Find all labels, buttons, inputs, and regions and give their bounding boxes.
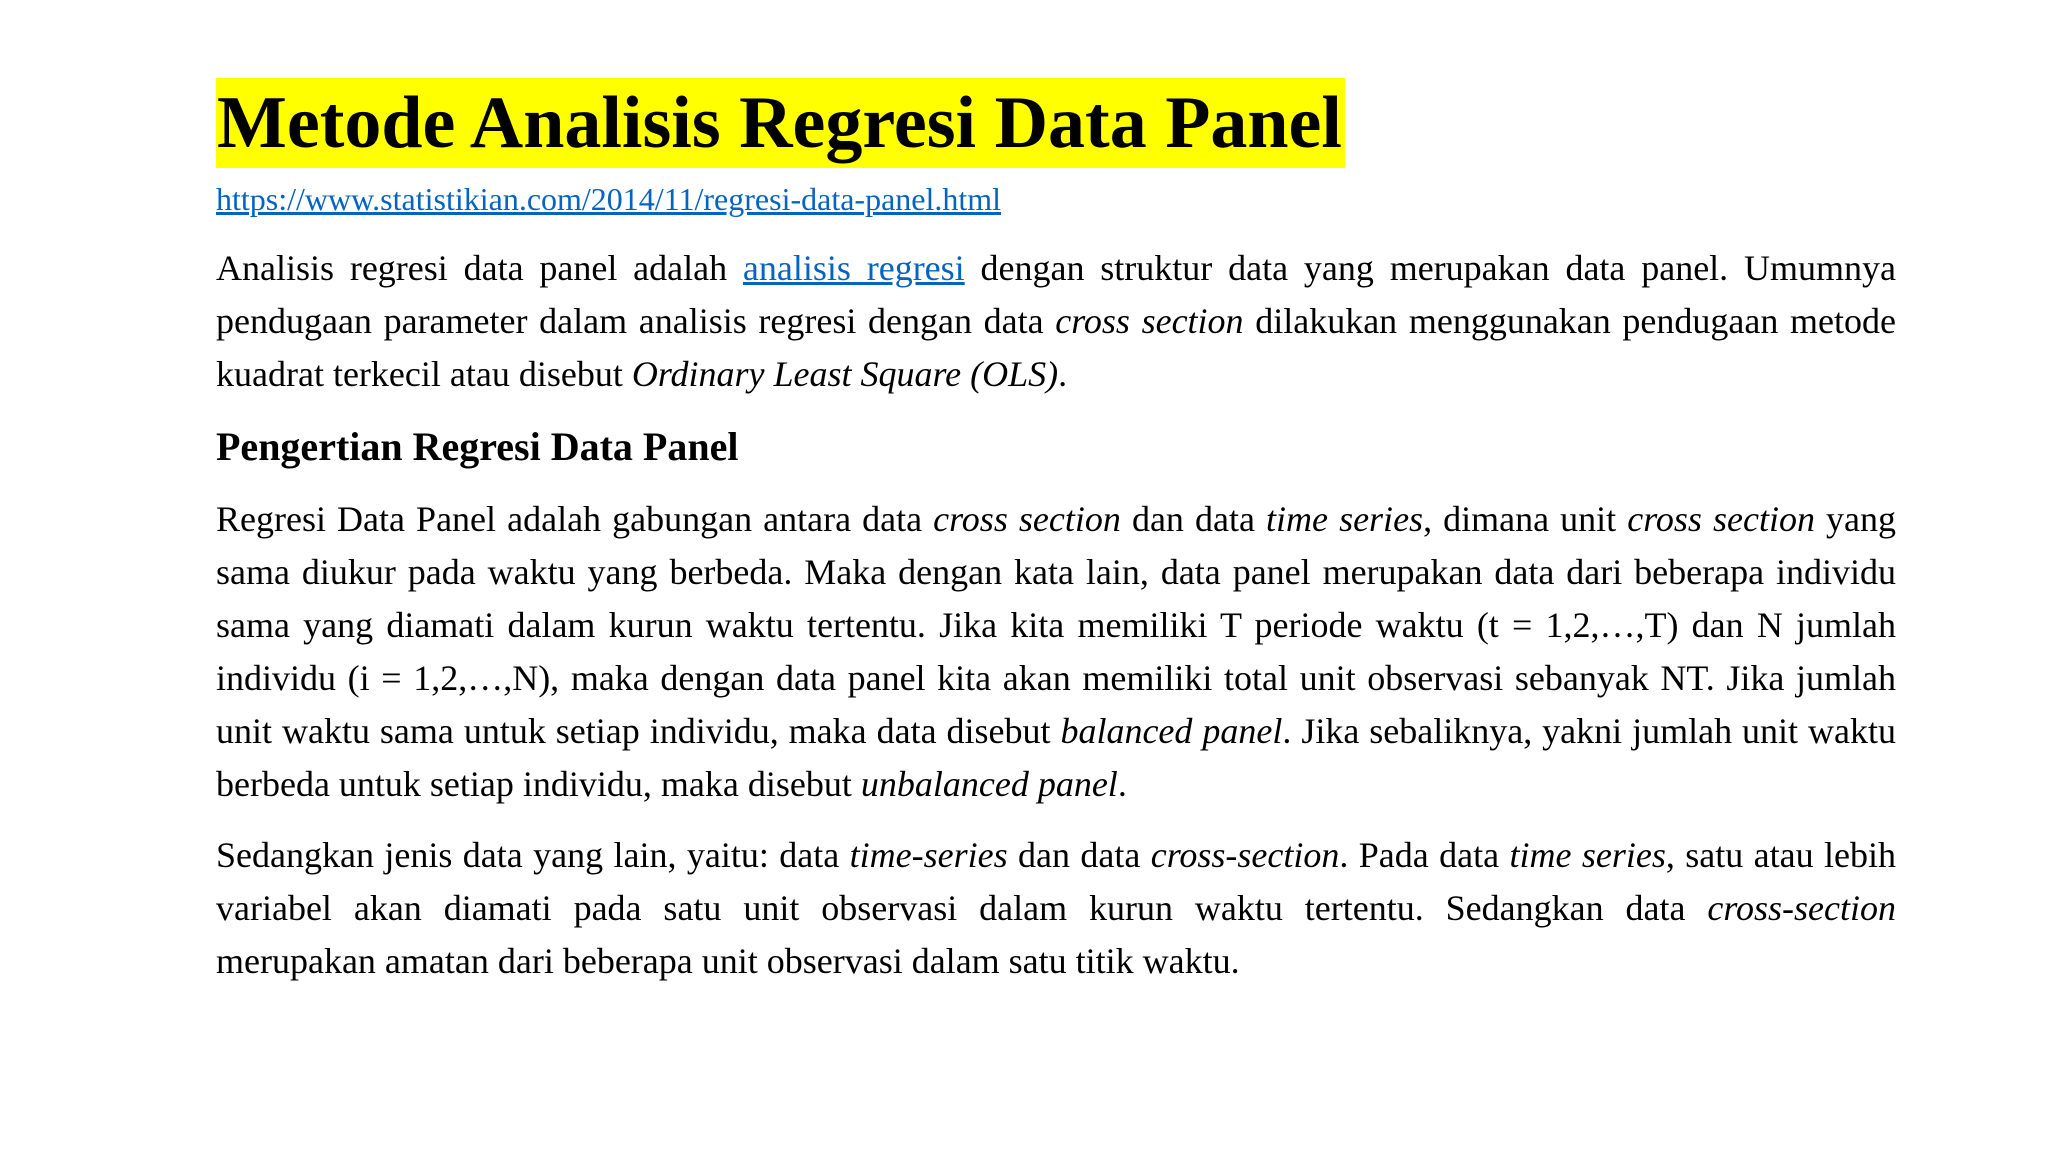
definition-italic-1: cross section <box>933 499 1121 539</box>
definition-italic-3: cross section <box>1627 499 1815 539</box>
title-block <box>216 78 1896 168</box>
section-heading: Pengertian Regresi Data Panel <box>216 424 739 469</box>
definition-italic-4: balanced panel <box>1060 711 1283 751</box>
definition-paragraph <box>216 493 1896 811</box>
definition-text-5: . Jika sebaliknya, yakni jumlah unit waktu berbeda untuk setiap individu, maka disebut <box>216 711 1896 804</box>
other-italic-2: cross-section <box>1150 835 1340 875</box>
other-text-3: . Pada data <box>1339 835 1510 875</box>
page-title: Metode Analisis Regresi Data Panel <box>216 78 1345 168</box>
definition-text-2: dan data <box>1120 499 1267 539</box>
definition-italic-2: time series <box>1266 499 1424 539</box>
intro-italic-2: Ordinary Least Square (OLS) <box>631 354 1059 394</box>
definition-text-6: . <box>1117 764 1127 804</box>
intro-paragraph <box>216 242 1896 401</box>
other-text-5: merupakan amatan dari beberapa unit observasi dalam satu titik waktu. <box>216 941 1240 981</box>
analisis-regresi-link[interactable]: analisis regresi <box>742 248 965 288</box>
definition-text-1: Regresi Data Panel adalah gabungan antara data <box>216 499 934 539</box>
other-italic-1: time-series <box>849 835 1008 875</box>
other-italic-3: time series <box>1509 835 1666 875</box>
definition-text-3: , dimana unit <box>1423 499 1628 539</box>
intro-text-4: . <box>1058 354 1068 394</box>
intro-text-1: Analisis regresi data panel adalah <box>216 248 743 288</box>
other-text-4: , satu atau lebih variabel akan diamati pada satu unit observasi dalam kurun waktu tertentu. Sedangkan data <box>216 835 1897 928</box>
intro-italic-1: cross section <box>1055 301 1244 341</box>
other-text-1: Sedangkan jenis data yang lain, yaitu: data <box>216 835 850 875</box>
definition-text-4: yang sama diukur pada waktu yang berbeda. Maka dengan kata lain, data panel merupakan data dari beberapa individu sama yang diamati dalam kurun waktu tertentu. Jika kita memiliki T periode waktu (t = 1,2,…,T) dan N jumlah individu (i = 1,2,…,N), maka dengan data panel kita akan memiliki total unit observasi sebanyak NT. Jika jumlah unit waktu sama untuk setiap individu, maka data disebut <box>216 499 1896 751</box>
other-types-paragraph <box>216 829 1896 988</box>
other-text-2: dan data <box>1007 835 1151 875</box>
other-italic-4: cross-section <box>1707 888 1896 928</box>
intro-text-2: dengan struktur data yang merupakan data panel. Umumnya pendugaan parameter dalam analisis regresi dengan data <box>216 248 1896 341</box>
definition-italic-5: unbalanced panel <box>860 764 1118 804</box>
intro-text-3: dilakukan menggunakan pendugaan metode kuadrat terkecil atau disebut <box>216 301 1896 394</box>
document-page <box>216 78 1896 988</box>
source-url-link[interactable]: https://www.statistikian.com/2014/11/regresi-data-panel.html <box>216 181 1002 217</box>
